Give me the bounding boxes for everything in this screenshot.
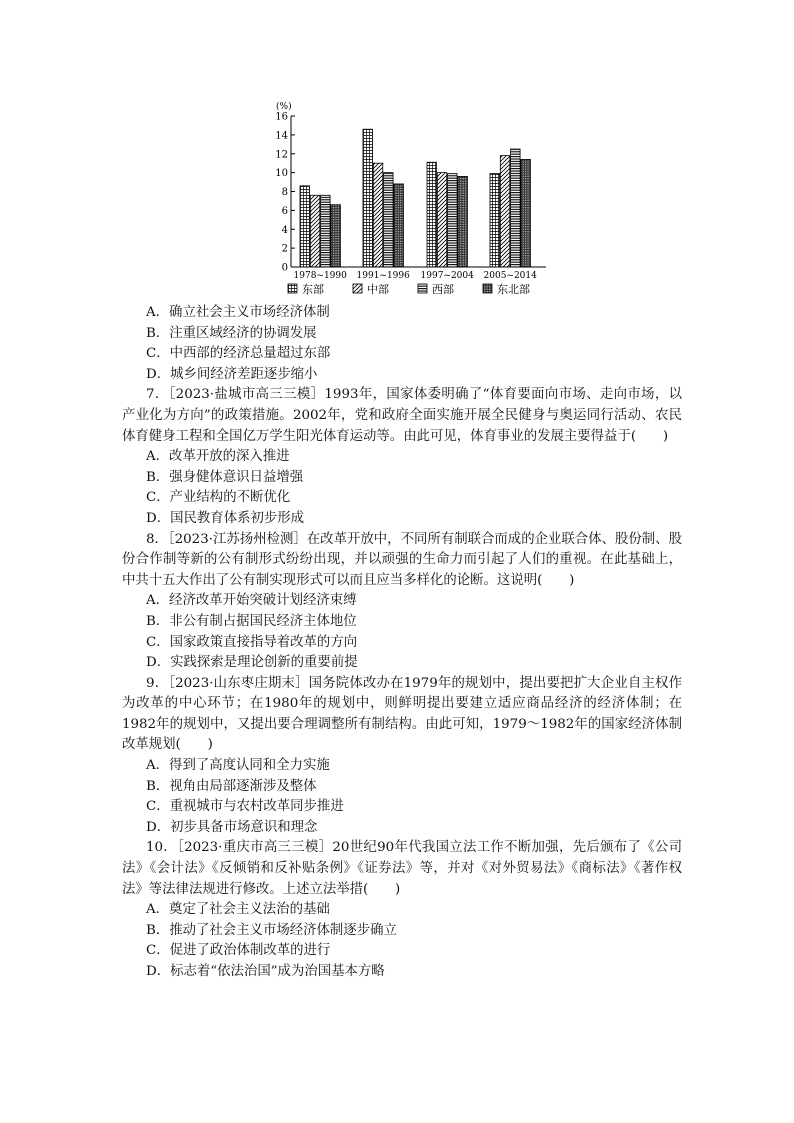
bar — [300, 186, 310, 267]
bar — [511, 149, 520, 267]
q8-option-b[interactable]: B．非公有制占据国民经济主体地位 — [146, 613, 357, 629]
y-tick-label: 8 — [281, 187, 288, 198]
question-list — [122, 303, 682, 983]
bar — [427, 162, 437, 267]
question-9-stem: 9．［2023·山东枣庄期末］国务院体改办在1979年的规划中，提出要把扩大企业自主权作为改革的中心环节；在1980年的规划中，则鲜明提出要建立适应商品经济的经济体制；在1982年的规划中，又提出要合理调整所有制结构。由此可知，1979～1982年的国家经济体制改革规划( ) — [122, 675, 682, 753]
x-tick-label: 1997~2004 — [420, 271, 474, 281]
bar — [437, 173, 447, 267]
question-7-stem: 7．［2023·盐城市高三三模］1993年，国家体委明确了“体育要面向市场、走向市场，以产业化为方向”的政策措施。2002年，党和政府全面实施开展全民健身与奥运同行活动、农民体育健身工程和全国亿万学生阳光体育运动等。由此可见，体育事业的发展主要得益于( ) — [122, 387, 682, 444]
q7-option-c[interactable]: C．产业结构的不断优化 — [146, 490, 291, 506]
y-tick-label: 12 — [275, 149, 288, 161]
q10-option-b[interactable]: B．推动了社会主义市场经济体制逐步确立 — [146, 922, 397, 938]
legend-label: 中部 — [367, 283, 389, 296]
q10-option-a[interactable]: A．奠定了社会主义法治的基础 — [146, 902, 330, 918]
q6-option-c[interactable]: C．中西部的经济总量超过东部 — [146, 346, 331, 362]
bar — [310, 195, 320, 267]
question-8 — [122, 530, 682, 674]
q8-option-a[interactable]: A．经济改革开始突破计划经济束缚 — [146, 593, 357, 609]
bar — [490, 174, 500, 267]
q7-option-d[interactable]: D．国民教育体系初步形成 — [146, 510, 305, 526]
y-tick-label: 2 — [281, 243, 288, 255]
legend-swatch — [288, 284, 297, 293]
y-tick-label: 0 — [281, 262, 288, 274]
q6-option-a[interactable]: A．确立社会主义市场经济体制 — [146, 305, 330, 320]
x-tick-label: 1991~1996 — [356, 271, 410, 281]
q9-option-b[interactable]: B．视角由局部逐渐涉及整体 — [146, 778, 317, 794]
bar — [373, 163, 383, 267]
q6-option-b[interactable]: B．注重区域经济的协调发展 — [146, 325, 317, 341]
y-tick-label: 16 — [275, 111, 288, 123]
legend-label: 东部 — [302, 283, 324, 296]
bar-chart — [270, 96, 560, 301]
q7-option-a[interactable]: A．改革开放的深入推进 — [146, 449, 290, 465]
y-tick-label: 10 — [275, 168, 288, 180]
q10-option-d[interactable]: D．标志着“依法治国”成为治国基本方略 — [146, 964, 385, 979]
bar — [331, 205, 341, 267]
legend-label: 西部 — [432, 283, 454, 296]
x-tick-label: 1978~1990 — [293, 271, 347, 281]
q6-option-d[interactable]: D．城乡间经济差距逐步缩小 — [146, 366, 318, 382]
question-6-options — [122, 303, 682, 385]
q9-option-d[interactable]: D．初步具备市场意识和理念 — [146, 819, 318, 835]
q10-option-c[interactable]: C．促进了政治体制改革的进行 — [146, 943, 331, 959]
question-9 — [122, 674, 682, 839]
question-8-stem: 8．［2023·江苏扬州检测］在改革开放中，不同所有制联合而成的企业联合体、股份制、股份合作制等新的公有制形式纷纷出现，并以顽强的生命力而引起了人们的重视。在此基础上，中共十五大作出了公有制实现形式可以而且应当多样化的论断。这说明( ) — [122, 531, 682, 588]
legend-swatch — [353, 284, 362, 293]
bar — [500, 156, 510, 267]
bar — [521, 159, 531, 267]
legend-swatch — [483, 284, 492, 293]
q8-option-d[interactable]: D．实践探索是理论创新的重要前提 — [146, 655, 358, 671]
legend-swatch — [418, 284, 427, 293]
x-tick-label: 2005~2014 — [483, 271, 537, 281]
question-10-stem: 10．［2023·重庆市高三三模］20世纪90年代我国立法工作不断加强，先后颁布了《公司法》《会计法》《反倾销和反补贴条例》《证券法》等，并对《对外贸易法》《商标法》《著作权法》等法律法规进行修改。上述立法举措( ) — [122, 840, 682, 897]
bar — [394, 184, 404, 267]
y-tick-label: 4 — [281, 224, 288, 236]
bar — [321, 195, 331, 267]
q7-option-b[interactable]: B．强身健体意识日益增强 — [146, 469, 304, 485]
y-tick-label: 6 — [281, 205, 288, 217]
q9-option-a[interactable]: A．得到了高度认同和全力实施 — [146, 758, 330, 774]
bar — [458, 176, 468, 267]
question-7 — [122, 385, 682, 529]
q8-option-c[interactable]: C．国家政策直接指导着改革的方向 — [146, 634, 358, 650]
legend-label: 东北部 — [497, 283, 530, 296]
bar — [448, 174, 458, 267]
bar — [363, 129, 373, 267]
bar — [384, 173, 394, 267]
q9-option-c[interactable]: C．重视城市与农村改革同步推进 — [146, 799, 344, 815]
y-axis-unit: (%) — [276, 102, 292, 112]
question-10 — [122, 838, 682, 982]
y-tick-label: 14 — [275, 130, 288, 142]
